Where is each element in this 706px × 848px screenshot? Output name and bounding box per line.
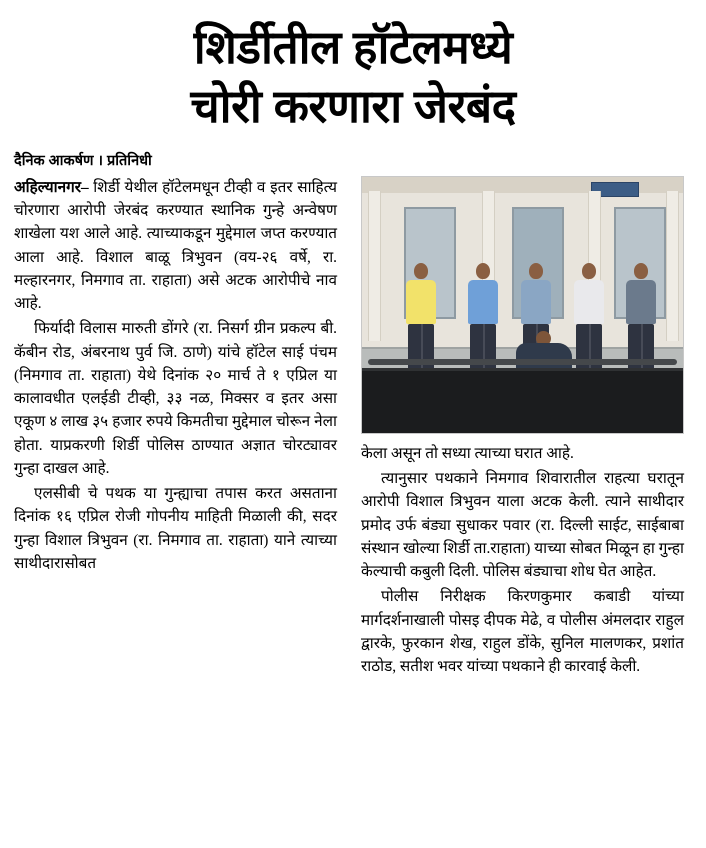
person-head	[634, 263, 648, 279]
paragraph-text: त्यानुसार पथकाने निमगाव शिवारातील राहत्या घरातून आरोपी विशाल त्रिभुवन याला अटक केली. त्याने साथीदार प्रमोद उर्फ बंड्या सुधाकर पवार (रा. दिल्ली साईट, साईबाबा संस्थान खोल्या शिर्डी ता.राहाता) याच्या सोबत मिळून हा गुन्हा केल्याची कबुली दिली. पोलिस बंड्याचा शोध घेत आहेत.	[361, 470, 684, 580]
dateline: अहिल्यानगर–	[14, 178, 89, 196]
article-body	[14, 176, 692, 681]
paragraph-text: एलसीबी चे पथक या गुन्ह्याचा तपास करत असताना दिनांक १६ एप्रिल रोजी गोपनीय माहिती मिळाली की, सदर गुन्हा विशाल त्रिभुवन (रा. निमगाव ता. राहाता) याने त्याच्या साथीदारासोबत	[14, 485, 337, 572]
article-photo	[361, 176, 684, 434]
railing	[368, 359, 677, 365]
person-head	[476, 263, 490, 279]
paragraph	[361, 442, 684, 465]
person-head	[529, 263, 543, 279]
dark-platform	[362, 368, 683, 433]
paragraph	[361, 585, 684, 678]
paragraph	[14, 482, 337, 575]
paragraph-text: केला असून तो सध्या त्याच्या घरात आहे.	[361, 444, 574, 462]
paragraph-text: फिर्यादी विलास मारुती डोंगरे (रा. निसर्ग ग्रीन प्रकल्प बी. कॅबीन रोड, अंबरनाथ पुर्व जि. ठाणे) यांचे हॉटेल साई पंचम (निमगाव ता. राहाता) येथे दिनांक २० मार्च ते १ एप्रिल या कालावधीत एलईडी टीव्ही, ३३ नळ, मिक्सर व इतर असा एकूण ४ लाख ३५ हजार रुपये किमतीचा मुद्देमाल चोरून नेला होता. याप्रकरणी शिर्डी पोलिस ठाण्यात अज्ञात चोरट्यावर गुन्हा दाखल आहे.	[14, 320, 337, 477]
person-torso	[521, 280, 551, 324]
article-photo-wrap	[361, 176, 684, 434]
paragraph-text: पोलीस निरीक्षक किरणकुमार कबाडी यांच्या मार्गदर्शनाखाली पोसइ दीपक मेढे, व पोलीस अंमलदार राहुल द्वारके, फुरकान शेख, राहुल डोंके, सुनिल मालणकर, प्रशांत राठोड, सतीश भवर यांच्या पथकाने ही कारवाई केली.	[361, 588, 684, 675]
paragraph-text: शिर्डी येथील हॉटेलमधून टीव्ही व इतर साहित्य चोरणारा आरोपी जेरबंद करण्यात स्थानिक गुन्हे अन्वेषण शाखेला यश आले आहे. त्याच्याकडून मुद्देमाल जप्त करण्यात आला आहे. विशाल बाळू त्रिभुवन (वय-२६ वर्षे, रा. मल्हारनगर, निमगाव ता. राहाता) असे अटक आरोपीचे नाव आहे.	[14, 178, 337, 312]
person-torso	[574, 280, 604, 324]
person-head	[582, 263, 596, 279]
paragraph	[14, 317, 337, 480]
byline: दैनिक आकर्षण । प्रतिनिधी	[14, 152, 152, 169]
pillar	[666, 191, 679, 341]
right-column	[349, 176, 684, 681]
headline-line-2: चोरी करणारा जेरबंद	[190, 79, 516, 132]
pillar	[368, 191, 381, 341]
person-torso	[468, 280, 498, 324]
headline-line-1: शिर्डीतील हॉटेलमध्ये	[193, 21, 513, 73]
person-torso	[626, 280, 656, 324]
left-column	[14, 176, 349, 681]
person-head	[414, 263, 428, 279]
paragraph	[14, 176, 337, 316]
paragraph	[361, 467, 684, 583]
page-title	[14, 18, 692, 136]
person-torso	[406, 280, 436, 324]
